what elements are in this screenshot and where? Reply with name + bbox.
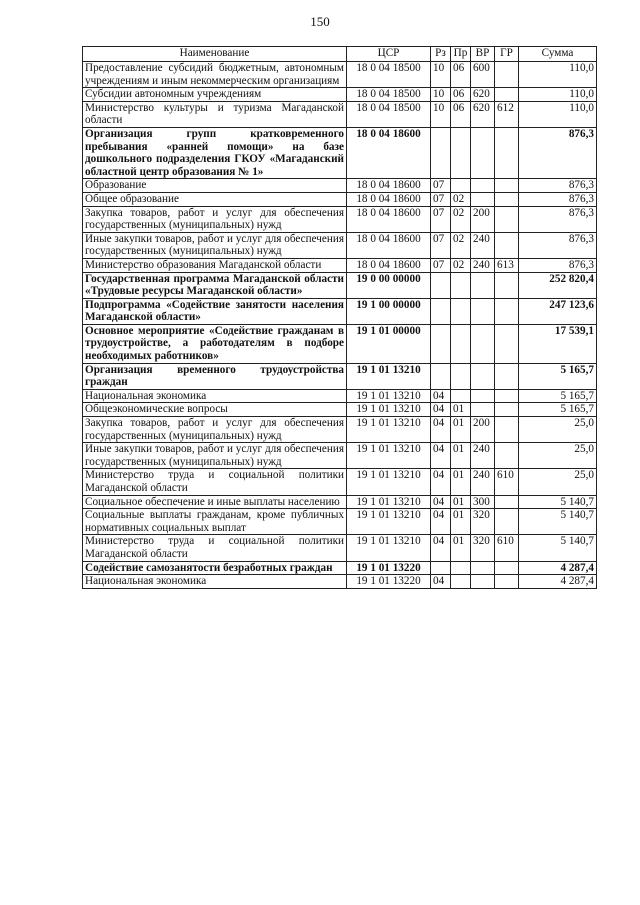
table-row (83, 258, 597, 272)
table-row (83, 298, 597, 324)
cell-gr (495, 232, 519, 258)
cell-gr (495, 206, 519, 232)
cell-csr: 19 1 01 13210 (347, 535, 431, 561)
cell-rz: 04 (431, 535, 451, 561)
table-row (83, 192, 597, 206)
cell-sum: 4 287,4 (519, 561, 597, 575)
cell-sum: 5 165,7 (519, 403, 597, 417)
header-sum: Сумма (519, 47, 597, 62)
cell-gr (495, 389, 519, 403)
cell-rz: 04 (431, 509, 451, 535)
cell-csr: 19 1 01 13220 (347, 561, 431, 575)
cell-gr (495, 495, 519, 509)
cell-gr (495, 443, 519, 469)
cell-sum: 876,3 (519, 258, 597, 272)
cell-sum: 25,0 (519, 443, 597, 469)
table-header-row (83, 47, 597, 62)
cell-name: Закупка товаров, работ и услуг для обеспечения государственных (муниципальных) нужд (83, 417, 347, 443)
cell-pr: 01 (451, 535, 471, 561)
cell-rz: 10 (431, 88, 451, 102)
cell-vr (471, 363, 495, 389)
table-row (83, 495, 597, 509)
cell-csr: 19 1 00 00000 (347, 298, 431, 324)
cell-rz (431, 324, 451, 363)
cell-pr (451, 272, 471, 298)
cell-vr (471, 272, 495, 298)
cell-rz: 04 (431, 575, 451, 589)
cell-sum: 876,3 (519, 179, 597, 193)
cell-csr: 19 1 01 13210 (347, 389, 431, 403)
cell-rz: 10 (431, 62, 451, 88)
cell-name: Министерство труда и социальной политики Магаданской области (83, 469, 347, 495)
cell-rz: 04 (431, 443, 451, 469)
header-gr: ГР (495, 47, 519, 62)
cell-rz: 10 (431, 101, 451, 127)
cell-rz (431, 298, 451, 324)
cell-name: Организация групп кратковременного пребывания «ранней помощи» на базе дошкольного подразделения ГКОУ «Магаданский областной центр образования № 1» (83, 127, 347, 178)
cell-rz (431, 363, 451, 389)
cell-name: Национальная экономика (83, 389, 347, 403)
cell-gr (495, 403, 519, 417)
cell-pr: 01 (451, 495, 471, 509)
header-rz: Рз (431, 47, 451, 62)
table-row (83, 389, 597, 403)
cell-gr: 610 (495, 469, 519, 495)
cell-name: Предоставление субсидий бюджетным, автономным учреждениям и иным некоммерческим организациям (83, 62, 347, 88)
cell-pr (451, 127, 471, 178)
cell-gr (495, 575, 519, 589)
cell-sum: 876,3 (519, 206, 597, 232)
cell-pr: 01 (451, 417, 471, 443)
cell-sum: 5 140,7 (519, 535, 597, 561)
cell-pr (451, 298, 471, 324)
table-row (83, 88, 597, 102)
cell-sum: 110,0 (519, 62, 597, 88)
cell-pr: 01 (451, 443, 471, 469)
cell-sum: 876,3 (519, 127, 597, 178)
cell-gr (495, 127, 519, 178)
cell-vr: 620 (471, 101, 495, 127)
cell-name: Национальная экономика (83, 575, 347, 589)
cell-rz (431, 561, 451, 575)
cell-vr: 620 (471, 88, 495, 102)
cell-vr (471, 127, 495, 178)
cell-vr (471, 298, 495, 324)
cell-vr: 200 (471, 206, 495, 232)
cell-pr: 02 (451, 206, 471, 232)
cell-rz: 07 (431, 206, 451, 232)
cell-name: Государственная программа Магаданской области «Трудовые ресурсы Магаданской области» (83, 272, 347, 298)
cell-pr (451, 363, 471, 389)
cell-name: Организация временного трудоустройства граждан (83, 363, 347, 389)
cell-sum: 5 165,7 (519, 389, 597, 403)
cell-pr: 02 (451, 232, 471, 258)
cell-gr: 610 (495, 535, 519, 561)
cell-pr: 01 (451, 403, 471, 417)
table-row (83, 417, 597, 443)
cell-gr: 613 (495, 258, 519, 272)
cell-sum: 5 140,7 (519, 509, 597, 535)
table-row (83, 62, 597, 88)
cell-gr (495, 88, 519, 102)
table-row (83, 272, 597, 298)
cell-vr: 240 (471, 232, 495, 258)
header-csr: ЦСР (347, 47, 431, 62)
cell-vr: 320 (471, 535, 495, 561)
cell-rz: 07 (431, 232, 451, 258)
cell-pr (451, 389, 471, 403)
cell-vr: 240 (471, 469, 495, 495)
cell-sum: 25,0 (519, 469, 597, 495)
cell-csr: 18 0 04 18600 (347, 232, 431, 258)
header-name: Наименование (83, 47, 347, 62)
cell-name: Иные закупки товаров, работ и услуг для обеспечения государственных (муниципальных) нужд (83, 443, 347, 469)
cell-sum: 17 539,1 (519, 324, 597, 363)
cell-vr: 240 (471, 258, 495, 272)
cell-name: Субсидии автономным учреждениям (83, 88, 347, 102)
cell-gr (495, 298, 519, 324)
cell-pr (451, 575, 471, 589)
cell-csr: 18 0 04 18600 (347, 179, 431, 193)
cell-name: Министерство образования Магаданской области (83, 258, 347, 272)
cell-pr: 01 (451, 509, 471, 535)
cell-gr (495, 324, 519, 363)
table-row (83, 509, 597, 535)
cell-sum: 110,0 (519, 88, 597, 102)
cell-sum: 25,0 (519, 417, 597, 443)
table-row (83, 101, 597, 127)
cell-name: Основное мероприятие «Содействие гражданам в трудоустройстве, а работодателям в подборе необходимых работников» (83, 324, 347, 363)
cell-rz: 07 (431, 192, 451, 206)
cell-rz (431, 272, 451, 298)
table-row (83, 535, 597, 561)
budget-table (82, 46, 597, 589)
cell-sum: 876,3 (519, 192, 597, 206)
table-row (83, 363, 597, 389)
page-number: 150 (310, 14, 330, 29)
cell-name: Общеэкономические вопросы (83, 403, 347, 417)
cell-csr: 18 0 04 18500 (347, 62, 431, 88)
cell-pr: 02 (451, 258, 471, 272)
cell-pr: 06 (451, 101, 471, 127)
cell-vr (471, 324, 495, 363)
cell-csr: 19 1 01 13210 (347, 417, 431, 443)
cell-vr: 320 (471, 509, 495, 535)
cell-name: Министерство труда и социальной политики Магаданской области (83, 535, 347, 561)
cell-gr (495, 363, 519, 389)
cell-name: Содействие самозанятости безработных граждан (83, 561, 347, 575)
cell-gr (495, 561, 519, 575)
header-pr: Пр (451, 47, 471, 62)
cell-csr: 19 1 01 13220 (347, 575, 431, 589)
cell-gr (495, 179, 519, 193)
cell-gr: 612 (495, 101, 519, 127)
cell-vr: 600 (471, 62, 495, 88)
cell-vr (471, 403, 495, 417)
cell-name: Закупка товаров, работ и услуг для обеспечения государственных (муниципальных) нужд (83, 206, 347, 232)
cell-csr: 18 0 04 18600 (347, 258, 431, 272)
cell-sum: 4 287,4 (519, 575, 597, 589)
cell-rz: 04 (431, 403, 451, 417)
cell-csr: 19 1 01 13210 (347, 363, 431, 389)
table-row (83, 324, 597, 363)
cell-rz: 04 (431, 417, 451, 443)
table-row (83, 575, 597, 589)
cell-gr (495, 509, 519, 535)
cell-csr: 19 1 01 00000 (347, 324, 431, 363)
table-row (83, 561, 597, 575)
cell-vr (471, 575, 495, 589)
cell-rz: 04 (431, 469, 451, 495)
table-row (83, 179, 597, 193)
cell-sum: 876,3 (519, 232, 597, 258)
cell-pr: 06 (451, 88, 471, 102)
cell-csr: 19 1 01 13210 (347, 443, 431, 469)
cell-rz (431, 127, 451, 178)
cell-csr: 18 0 04 18600 (347, 206, 431, 232)
cell-name: Подпрограмма «Содействие занятости населения Магаданской области» (83, 298, 347, 324)
cell-vr (471, 192, 495, 206)
cell-rz: 04 (431, 389, 451, 403)
cell-name: Социальные выплаты гражданам, кроме публичных нормативных социальных выплат (83, 509, 347, 535)
cell-name: Иные закупки товаров, работ и услуг для обеспечения государственных (муниципальных) нужд (83, 232, 347, 258)
cell-name: Министерство культуры и туризма Магаданской области (83, 101, 347, 127)
cell-vr: 240 (471, 443, 495, 469)
cell-vr: 200 (471, 417, 495, 443)
cell-csr: 19 1 01 13210 (347, 509, 431, 535)
cell-rz: 07 (431, 258, 451, 272)
header-vr: ВР (471, 47, 495, 62)
table-body (83, 62, 597, 589)
cell-csr: 18 0 04 18600 (347, 192, 431, 206)
cell-sum: 5 165,7 (519, 363, 597, 389)
cell-vr (471, 561, 495, 575)
cell-sum: 5 140,7 (519, 495, 597, 509)
cell-pr (451, 179, 471, 193)
table-row (83, 443, 597, 469)
cell-pr: 01 (451, 469, 471, 495)
cell-pr (451, 324, 471, 363)
cell-csr: 19 0 00 00000 (347, 272, 431, 298)
cell-rz: 07 (431, 179, 451, 193)
cell-gr (495, 62, 519, 88)
table-row (83, 127, 597, 178)
table-row (83, 403, 597, 417)
table-row (83, 206, 597, 232)
cell-rz: 04 (431, 495, 451, 509)
cell-gr (495, 272, 519, 298)
cell-csr: 18 0 04 18500 (347, 88, 431, 102)
cell-vr (471, 389, 495, 403)
cell-pr: 06 (451, 62, 471, 88)
cell-name: Общее образование (83, 192, 347, 206)
table-row (83, 469, 597, 495)
cell-sum: 110,0 (519, 101, 597, 127)
cell-name: Образование (83, 179, 347, 193)
cell-csr: 19 1 01 13210 (347, 495, 431, 509)
cell-csr: 18 0 04 18600 (347, 127, 431, 178)
table-row (83, 232, 597, 258)
cell-gr (495, 192, 519, 206)
cell-pr: 02 (451, 192, 471, 206)
cell-vr: 300 (471, 495, 495, 509)
cell-csr: 18 0 04 18500 (347, 101, 431, 127)
cell-csr: 19 1 01 13210 (347, 469, 431, 495)
cell-sum: 252 820,4 (519, 272, 597, 298)
cell-vr (471, 179, 495, 193)
cell-sum: 247 123,6 (519, 298, 597, 324)
cell-csr: 19 1 01 13210 (347, 403, 431, 417)
cell-name: Социальное обеспечение и иные выплаты населению (83, 495, 347, 509)
cell-gr (495, 417, 519, 443)
cell-pr (451, 561, 471, 575)
